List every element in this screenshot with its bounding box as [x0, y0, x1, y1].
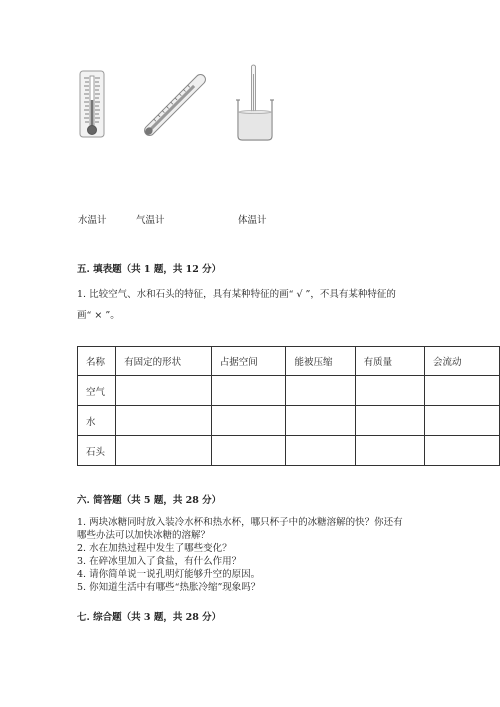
beaker-thermometer-icon	[234, 64, 276, 142]
table-header-cell: 有固定的形状	[116, 347, 212, 376]
table-answer-cell[interactable]	[425, 406, 500, 436]
table-row	[78, 436, 500, 466]
section6-questions	[77, 516, 403, 594]
table-answer-cell[interactable]	[211, 406, 286, 436]
table-header-cell: 有质量	[355, 347, 424, 376]
table-row	[78, 406, 500, 436]
table-answer-cell[interactable]	[425, 436, 500, 466]
comparison-table	[77, 346, 500, 466]
section5-title: 五. 填表题（共 1 题，共 12 分）	[77, 264, 222, 275]
question-line: 2. 水在加热过程中发生了哪些变化？	[77, 543, 232, 554]
body-thermometer-label: 体温计	[238, 215, 267, 226]
table-header-cell: 能被压缩	[286, 347, 355, 376]
section7-title: 七. 综合题（共 3 题，共 28 分）	[77, 612, 222, 623]
question-line: 哪些办法可以加快冰糖的溶解？	[77, 530, 211, 541]
table-header-cell: 名称	[78, 347, 116, 376]
table-answer-cell[interactable]	[116, 406, 212, 436]
table-answer-cell[interactable]	[211, 436, 286, 466]
table-row	[78, 376, 500, 406]
table-header-row	[78, 347, 500, 376]
table-row-label: 空气	[78, 376, 116, 406]
table-answer-cell[interactable]	[211, 376, 286, 406]
table-answer-cell[interactable]	[116, 376, 212, 406]
section5-question-line1: 1. 比较空气、水和石头的特征，具有某种特征的画“ √ ”，不具有某种特征的	[77, 289, 396, 300]
table-answer-cell[interactable]	[425, 376, 500, 406]
table-answer-cell[interactable]	[286, 436, 355, 466]
table-answer-cell[interactable]	[355, 406, 424, 436]
table-header-cell: 占据空间	[211, 347, 286, 376]
table-header-cell: 会流动	[425, 347, 500, 376]
section6-title: 六. 简答题（共 5 题，共 28 分）	[77, 495, 222, 506]
section5-question-line2: 画“ × ”。	[77, 310, 120, 321]
question-line: 1. 两块冰糖同时放入装冷水杯和热水杯，哪只杯子中的冰糖溶解的快？你还有	[77, 517, 403, 528]
table-answer-cell[interactable]	[355, 376, 424, 406]
table-row-label: 石头	[78, 436, 116, 466]
table-answer-cell[interactable]	[355, 436, 424, 466]
wall-thermometer-icon	[78, 70, 106, 140]
table-answer-cell[interactable]	[286, 406, 355, 436]
question-line: 5. 你知道生活中有哪些“热胀冷缩”现象吗？	[77, 582, 261, 593]
air-thermometer-label: 气温计	[136, 215, 165, 226]
table-answer-cell[interactable]	[286, 376, 355, 406]
table-answer-cell[interactable]	[116, 436, 212, 466]
water-thermometer-label: 水温计	[78, 215, 107, 226]
clinical-thermometer-icon	[136, 68, 214, 143]
question-line: 3. 在碎冰里加入了食盐，有什么作用？	[77, 556, 242, 567]
table-row-label: 水	[78, 406, 116, 436]
question-line: 4. 请你简单说一说孔明灯能够升空的原因。	[77, 569, 261, 580]
